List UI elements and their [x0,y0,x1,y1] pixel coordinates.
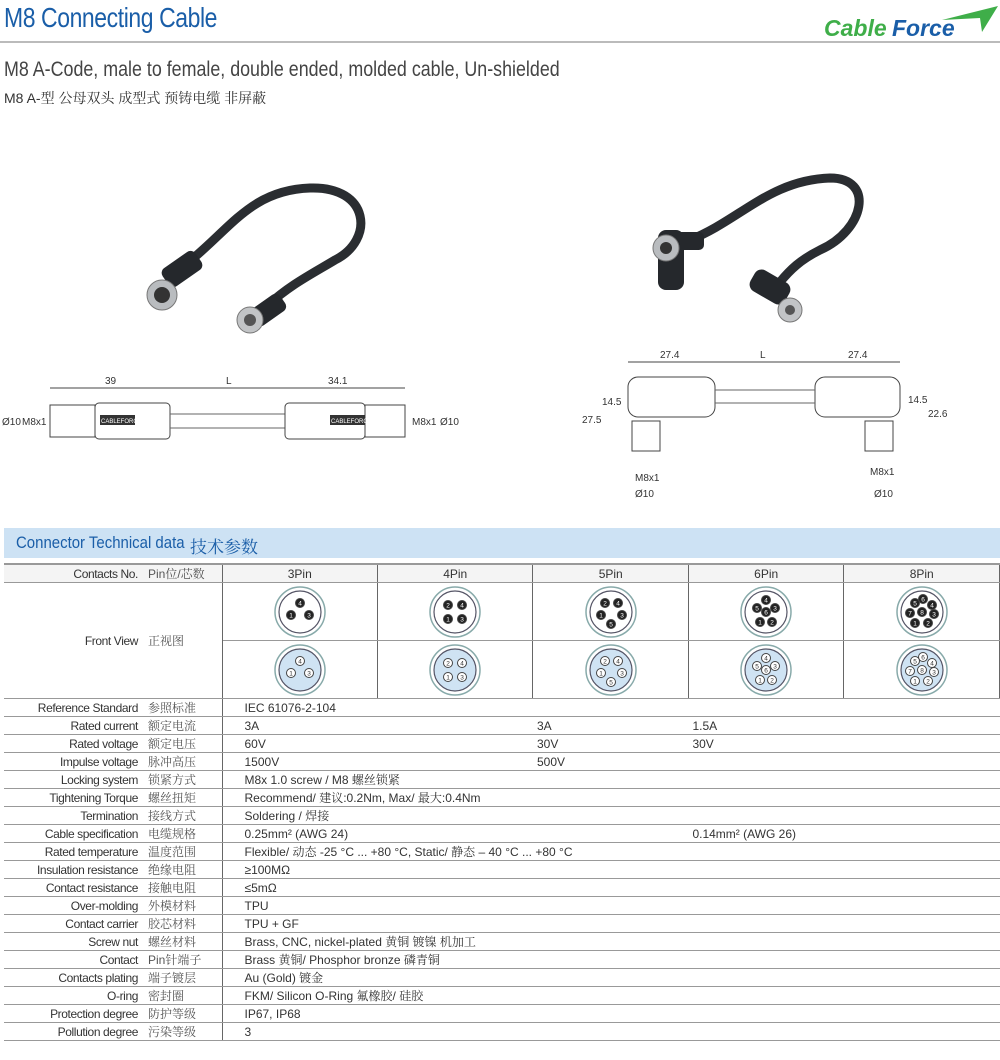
pin-number: 2 [925,678,930,685]
row-label-cn: 污染等级 [144,1023,222,1041]
pin-number: 4 [297,600,302,607]
pin-number: 1 [288,612,293,619]
row-label-cn: 接线方式 [144,807,222,825]
table-row [4,969,1000,987]
pin-number: 2 [602,658,607,665]
row-label-en: O-ring [4,987,144,1005]
pin-number: 5 [755,663,759,670]
pin-number: 4 [615,600,620,607]
front-view-cell [222,641,377,699]
pin-number: 3 [773,663,777,670]
male-pin-diagram [581,585,641,639]
table-row [4,717,1000,735]
pin-number: 6 [920,596,925,603]
row-label-cn: 端子镀层 [144,969,222,987]
svg-text:27.4: 27.4 [848,350,868,361]
table-row [4,861,1000,879]
front-view-male-row [4,583,1000,641]
pin-number: 2 [446,660,451,667]
straight-cable-dimension-drawing [0,370,470,460]
front-view-cell [377,583,532,641]
pin-number: 4 [929,602,934,609]
pin-number: 2 [602,600,607,607]
table-row [4,915,1000,933]
pin-number: 1 [912,678,917,685]
pin-number: 2 [770,619,774,626]
angled-cable-dimension-drawing [580,345,960,505]
svg-text:Ø10: Ø10 [635,489,654,500]
male-pin-diagram [892,585,952,639]
pin-number: 6 [764,609,768,616]
svg-text:14.5: 14.5 [908,395,928,406]
row-label-en: Contacts plating [4,969,144,987]
value-cell: Recommend/ 建议:0.2Nm, Max/ 最大:0.4Nm [222,789,1000,807]
pin-number: 4 [460,660,465,667]
pin-number: 1 [598,670,603,677]
row-label-en: Over-molding [4,897,144,915]
pin-number: 5 [755,605,759,612]
column-header-5pin: 5Pin [533,564,688,583]
value-cell: 60V [222,735,533,753]
row-label-en: Protection degree [4,1005,144,1023]
straight-cable-photo [140,170,400,340]
front-view-cell [844,583,1000,641]
table-row [4,753,1000,771]
dim-cable-length: L [226,376,232,387]
pin-number: 2 [925,620,930,627]
cableforce-logo [822,6,1000,40]
pin-number: 3 [931,611,936,618]
pin-number: 3 [619,612,624,619]
row-label-en: Rated current [4,717,144,735]
table-row [4,735,1000,753]
svg-text:Ø10: Ø10 [2,417,21,428]
row-label-cn: 电缆规格 [144,825,222,843]
row-label-en: Termination [4,807,144,825]
front-view-cell [844,641,1000,699]
value-cell: IP67, IP68 [222,1005,1000,1023]
row-label-en: Contacts No. [4,564,144,583]
dim-left-length: 39 [105,376,117,387]
row-label-en: Contact carrier [4,915,144,933]
svg-text:M8x1: M8x1 [412,417,437,428]
row-label-en: Reference Standard [4,699,144,717]
value-cell: Au (Gold) 镀金 [222,969,1000,987]
row-label-cn: 温度范围 [144,843,222,861]
value-cell: 3A [222,717,533,735]
table-row [4,987,1000,1005]
front-view-cell [688,583,843,641]
female-pin-diagram [270,643,330,697]
svg-text:Force: Force [892,15,955,40]
value-cell: Brass, CNC, nickel-plated 黄铜 镀镍 机加工 [222,933,1000,951]
table-row [4,825,1000,843]
front-view-cell [222,583,377,641]
column-header-6pin: 6Pin [688,564,843,583]
page-title: M8 Connecting Cable [4,2,218,33]
table-row [4,1023,1000,1041]
front-view-cell [533,583,688,641]
pin-number: 2 [446,602,451,609]
row-label-en: Rated voltage [4,735,144,753]
pin-number: 1 [758,677,762,684]
pin-number: 6 [920,654,925,661]
svg-text:Ø10: Ø10 [874,489,893,500]
pin-number: 1 [758,619,762,626]
row-label-cn: 额定电流 [144,717,222,735]
pin-number: 1 [446,674,451,681]
table-row [4,807,1000,825]
dim-right-length: 34.1 [328,376,348,387]
pin-number: 7 [907,610,912,617]
value-cell: 1.5A [688,717,999,735]
row-label-cn: 外模材料 [144,897,222,915]
svg-text:L: L [760,350,766,361]
pin-number: 5 [912,658,917,665]
pin-number: 8 [919,667,924,674]
svg-text:Ø10: Ø10 [440,417,459,428]
column-header-8pin: 8Pin [844,564,1000,583]
front-view-cell [688,641,843,699]
table-row [4,789,1000,807]
pin-number: 4 [460,602,465,609]
table-row [4,699,1000,717]
pin-number: 3 [460,616,465,623]
value-cell: Brass 黄铜/ Phosphor bronze 磷青铜 [222,951,1000,969]
row-label-cn: 螺丝扭矩 [144,789,222,807]
column-header-3pin: 3Pin [222,564,377,583]
pin-number: 3 [619,670,624,677]
value-cell: 1500V [222,753,533,771]
female-pin-diagram [581,643,641,697]
row-label-cn: 螺丝材料 [144,933,222,951]
pin-number: 3 [931,669,936,676]
female-pin-diagram [736,643,796,697]
pin-number: 4 [929,660,934,667]
row-label-cn: 额定电压 [144,735,222,753]
row-label-cn: 参照标准 [144,699,222,717]
row-label-en: Tightening Torque [4,789,144,807]
female-pin-diagram [892,643,952,697]
section-title-en: Connector Technical data [16,533,185,552]
row-label-cn: 锁紧方式 [144,771,222,789]
angled-cable-photo [640,170,880,340]
svg-text:M8x1: M8x1 [635,473,660,484]
row-label-cn: Pin位/芯数 [144,564,222,583]
row-label-cn: 密封圈 [144,987,222,1005]
male-pin-diagram [736,585,796,639]
row-label-en: Insulation resistance [4,861,144,879]
value-cell: 30V [688,735,999,753]
row-label-cn: 绝缘电阻 [144,861,222,879]
table-header-row [4,564,1000,583]
value-cell: 3A [533,717,688,735]
table-row [4,1005,1000,1023]
technical-data-table [4,563,1000,1041]
pin-number: 3 [773,605,777,612]
pin-number: 7 [907,668,912,675]
svg-text:14.5: 14.5 [602,397,622,408]
table-row [4,897,1000,915]
value-cell: Soldering / 焊接 [222,807,1000,825]
column-header-4pin: 4Pin [377,564,532,583]
value-cell: ≤5mΩ [222,879,1000,897]
male-pin-diagram [425,585,485,639]
row-label-cn: 接触电阻 [144,879,222,897]
table-row [4,951,1000,969]
row-label-cn: 脉冲高压 [144,753,222,771]
value-cell: 500V [533,753,1000,771]
pin-number: 4 [615,658,620,665]
svg-text:27.5: 27.5 [582,415,602,426]
header-divider [0,41,1000,43]
subtitle-en: M8 A-Code, male to female, double ended, molded cable, Un-shielded [4,58,560,81]
svg-text:CABLEFORCE: CABLEFORCE [101,419,142,425]
pin-number: 5 [912,600,917,607]
row-label-cn: Pin针端子 [144,951,222,969]
table-row [4,933,1000,951]
pin-number: 6 [764,667,768,674]
value-cell: M8x 1.0 screw / M8 螺丝锁紧 [222,771,1000,789]
value-cell: TPU + GF [222,915,1000,933]
value-cell: IEC 61076-2-104 [222,699,1000,717]
pin-number: 3 [306,612,311,619]
value-cell: FKM/ Silicon O-Ring 氟橡胶/ 硅胶 [222,987,1000,1005]
svg-text:27.4: 27.4 [660,350,680,361]
pin-number: 1 [288,670,293,677]
pin-number: 4 [764,655,768,662]
table-row [4,843,1000,861]
table-row [4,879,1000,897]
row-label-en: Contact [4,951,144,969]
pin-number: 5 [608,621,613,628]
svg-text:M8x1: M8x1 [22,417,47,428]
row-label-en: Pollution degree [4,1023,144,1041]
row-label-en: Rated temperature [4,843,144,861]
svg-text:22.6: 22.6 [928,409,948,420]
female-pin-diagram [425,643,485,697]
table-row [4,771,1000,789]
front-view-cell [533,641,688,699]
value-cell: 0.25mm² (AWG 24) [222,825,688,843]
value-cell: 30V [533,735,688,753]
svg-text:CABLEFORCE: CABLEFORCE [331,419,372,425]
pin-number: 5 [608,679,613,686]
value-cell: 0.14mm² (AWG 26) [688,825,999,843]
row-label-cn: 防护等级 [144,1005,222,1023]
pin-number: 1 [912,620,917,627]
pin-number: 4 [764,597,768,604]
pin-number: 1 [598,612,603,619]
svg-text:Cable: Cable [824,15,887,40]
row-label-cn: 正视图 [144,583,222,699]
section-header [4,528,1000,558]
row-label-en: Contact resistance [4,879,144,897]
male-pin-diagram [270,585,330,639]
pin-number: 1 [446,616,451,623]
row-label-cn: 胶芯材料 [144,915,222,933]
row-label-en: Screw nut [4,933,144,951]
row-label-en: Impulse voltage [4,753,144,771]
row-label-en: Locking system [4,771,144,789]
value-cell: TPU [222,897,1000,915]
value-cell: Flexible/ 动态 -25 °C ... +80 °C, Static/ 静态 – 40 °C ... +80 °C [222,843,1000,861]
section-title-cn: 技术参数 [190,538,258,557]
pin-number: 3 [306,670,311,677]
pin-number: 2 [770,677,774,684]
pin-number: 4 [297,658,302,665]
svg-text:M8x1: M8x1 [870,467,895,478]
value-cell: ≥100MΩ [222,861,1000,879]
row-label-en: Front View [4,583,144,699]
subtitle-cn: M8 A-型 公母双头 成型式 预铸电缆 非屏蔽 [4,90,267,106]
pin-number: 8 [919,609,924,616]
row-label-en: Cable specification [4,825,144,843]
value-cell: 3 [222,1023,1000,1041]
pin-number: 3 [460,674,465,681]
front-view-cell [377,641,532,699]
